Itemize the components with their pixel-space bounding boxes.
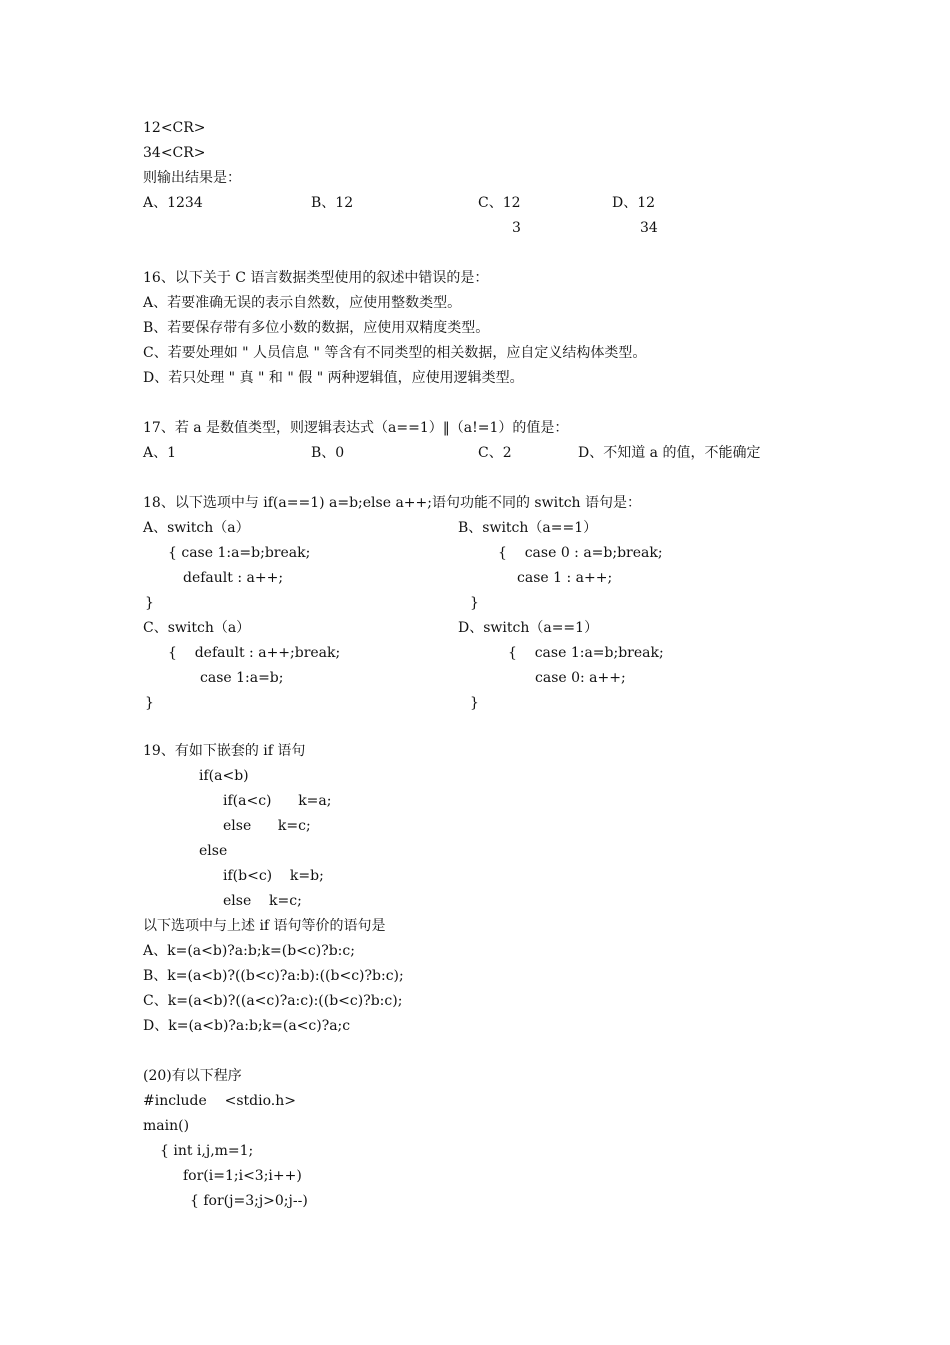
- q18-option-b-line1: { case 0 : a=b;break;: [498, 545, 663, 561]
- q18-option-a-line2: default : a++;: [183, 570, 284, 586]
- q19-question: 以下选项中与上述 if 语句等价的语句是: [143, 918, 386, 934]
- q17-option-c: C、2: [478, 445, 512, 461]
- q18-option-c-line2: case 1:a=b;: [200, 670, 284, 686]
- q19-code-line-5: if(b<c) k=b;: [223, 868, 324, 884]
- q20-code-line-5: { for(j=3;j>0;j--): [190, 1193, 308, 1209]
- q15-input-line-1: 12<CR>: [143, 120, 206, 136]
- q18-stem: 18、以下选项中与 if(a==1) a=b;else a++;语句功能不同的 switch 语句是：: [143, 495, 642, 511]
- q19-code-line-1: if(a<b): [199, 768, 249, 784]
- q17-option-d: D、不知道 a 的值，不能确定: [578, 445, 761, 461]
- q19-option-b: B、k=(a<b)?((b<c)?a:b):((b<c)?b:c);: [143, 968, 404, 984]
- q18-option-d-line1: { case 1:a=b;break;: [508, 645, 664, 661]
- q16-option-d: D、若只处理 " 真 " 和 " 假 " 两种逻辑值，应使用逻辑类型。: [143, 370, 524, 386]
- q16-option-b: B、若要保存带有多位小数的数据，应使用双精度类型。: [143, 320, 490, 336]
- q18-option-c-close: }: [145, 695, 154, 711]
- q19-option-c: C、k=(a<b)?((a<c)?a:c):((b<c)?b:c);: [143, 993, 403, 1009]
- q18-option-b-line2: case 1 : a++;: [517, 570, 613, 586]
- q16-stem: 16、以下关于 C 语言数据类型使用的叙述中错误的是：: [143, 270, 489, 286]
- q18-option-c-line1: { default : a++;break;: [168, 645, 341, 661]
- q18-option-c-head: C、switch（a）: [143, 620, 251, 636]
- q20-code-line-3: { int i,j,m=1;: [160, 1143, 254, 1159]
- q18-option-a-head: A、switch（a）: [143, 520, 250, 536]
- q15-option-b: B、12: [311, 195, 354, 211]
- q15-option-d-line2: 34: [640, 220, 658, 236]
- q18-option-b-head: B、switch（a==1）: [458, 520, 598, 536]
- q19-code-line-6: else k=c;: [223, 893, 302, 909]
- q20-code-line-4: for(i=1;i<3;i++): [183, 1168, 302, 1184]
- q18-option-a-close: }: [145, 595, 154, 611]
- q17-option-b: B、0: [311, 445, 345, 461]
- q18-option-d-close: }: [470, 695, 479, 711]
- q19-code-line-3: else k=c;: [223, 818, 311, 834]
- q15-stem: 则输出结果是：: [143, 170, 241, 186]
- q19-option-a: A、k=(a<b)?a:b;k=(b<c)?b:c;: [143, 943, 355, 959]
- q17-stem: 17、若 a 是数值类型，则逻辑表达式（a==1）‖（a!=1）的值是：: [143, 420, 569, 436]
- q19-code-line-2: if(a<c) k=a;: [223, 793, 332, 809]
- q19-code-line-4: else: [199, 843, 228, 859]
- q15-option-d: D、12: [612, 195, 656, 211]
- q17-option-a: A、1: [143, 445, 177, 461]
- q18-option-d-head: D、switch（a==1）: [458, 620, 599, 636]
- q20-code-line-1: #include <stdio.h>: [143, 1093, 296, 1109]
- q18-option-a-line1: { case 1:a=b;break;: [168, 545, 311, 561]
- q15-input-line-2: 34<CR>: [143, 145, 206, 161]
- q18-option-d-line2: case 0: a++;: [535, 670, 626, 686]
- q16-option-a: A、若要准确无误的表示自然数，应使用整数类型。: [143, 295, 462, 311]
- q15-option-a: A、1234: [143, 195, 203, 211]
- q15-option-c: C、12: [478, 195, 521, 211]
- q15-option-c-line2: 3: [512, 220, 521, 236]
- q19-stem: 19、有如下嵌套的 if 语句: [143, 743, 306, 759]
- q20-code-line-2: main(): [143, 1118, 190, 1134]
- q20-stem: (20)有以下程序: [143, 1068, 242, 1084]
- q18-option-b-close: }: [470, 595, 479, 611]
- q19-option-d: D、k=(a<b)?a:b;k=(a<c)?a;c: [143, 1018, 351, 1034]
- q16-option-c: C、若要处理如 " 人员信息 " 等含有不同类型的相关数据，应自定义结构体类型。: [143, 345, 647, 361]
